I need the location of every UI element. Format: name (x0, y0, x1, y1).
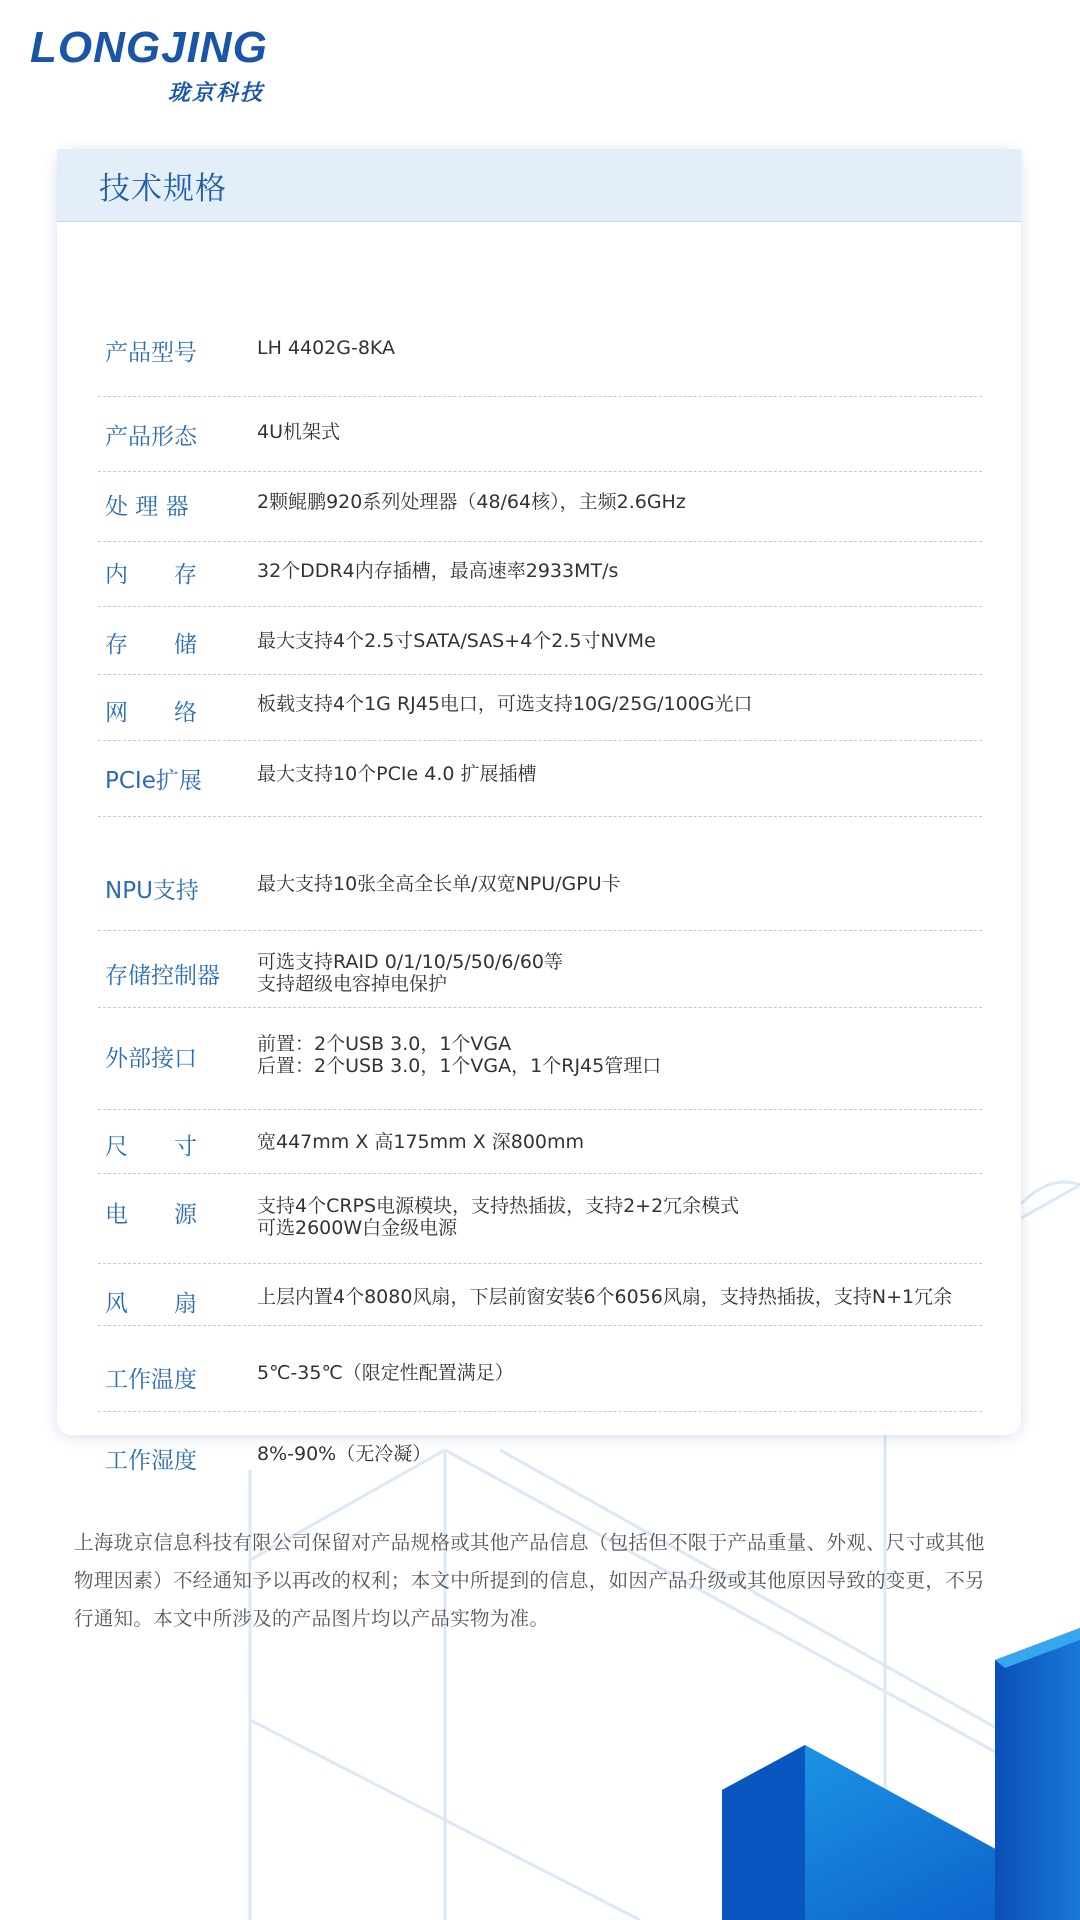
spec-label: 产品形态 (105, 424, 197, 450)
spec-label: 风 扇 (105, 1291, 197, 1317)
row-divider (98, 674, 982, 675)
row-divider (98, 1007, 982, 1008)
spec-value-line: 宽447mm X 高175mm X 深800mm (257, 1131, 585, 1153)
spec-card (57, 149, 1021, 1474)
disclaimer-text: 上海珑京信息科技有限公司保留对产品规格或其他产品信息（包括但不限于产品重量、外观、尺寸或其他物理因素）不经通知予以再改的权利；本文中所提到的信息，如因产品升级或其他原因导致的变更，不另行通知。本文中所涉及的产品图片均以产品实物为准。 (74, 1531, 985, 1630)
spec-value-line: 上层内置4个8080风扇，下层前窗安装6个6056风扇，支持热插拔，支持N+1冗余 (257, 1286, 953, 1308)
spec-label: 工作湿度 (105, 1448, 197, 1474)
spec-value (257, 421, 340, 443)
spec-label: 网 络 (105, 700, 197, 726)
row-divider (98, 1109, 982, 1110)
spec-value-line: 后置：2个USB 3.0，1个VGA，1个RJ45管理口 (257, 1055, 662, 1077)
spec-label: 产品型号 (105, 340, 197, 366)
row-divider (98, 816, 982, 817)
spec-label: 尺 寸 (105, 1134, 197, 1160)
spec-label: 处 理 器 (105, 494, 189, 520)
spec-label: 存储控制器 (105, 963, 220, 989)
spec-value-line: 板载支持4个1G RJ45电口，可选支持10G/25G/100G光口 (257, 693, 753, 715)
spec-value (257, 560, 618, 582)
spec-label: 工作温度 (105, 1367, 197, 1393)
spec-value (257, 951, 563, 995)
spec-label: 外部接口 (105, 1046, 197, 1072)
card-header (57, 149, 1021, 222)
spec-value-line: 4U机架式 (257, 421, 340, 443)
spec-value (257, 1195, 739, 1239)
spec-value (257, 1033, 661, 1077)
spec-label: 内 存 (105, 562, 197, 588)
spec-value (257, 491, 686, 513)
spec-value (257, 1443, 431, 1465)
spec-value-line: LH 4402G-8KA (257, 337, 396, 359)
spec-value-line: 前置：2个USB 3.0，1个VGA (257, 1033, 512, 1055)
spec-value (257, 693, 753, 715)
row-divider (98, 740, 982, 741)
spec-value-line: 最大支持4个2.5寸SATA/SAS+4个2.5寸NVMe (257, 630, 656, 652)
spec-value (257, 630, 656, 652)
row-divider (98, 1173, 982, 1174)
row-divider (98, 1263, 982, 1264)
logo-chinese: 珑京科技 (168, 81, 265, 106)
spec-value-line: 可选2600W白金级电源 (257, 1217, 458, 1239)
spec-label: 电 源 (105, 1202, 197, 1228)
spec-value-line: 最大支持10个PCIe 4.0 扩展插槽 (257, 763, 537, 785)
spec-value-line: 可选支持RAID 0/1/10/5/50/6/60等 (257, 951, 563, 973)
spec-value (257, 337, 395, 359)
row-divider (98, 396, 982, 397)
spec-value-line: 8%-90%（无冷凝） (257, 1443, 432, 1465)
spec-label: PCIe扩展 (105, 768, 202, 794)
spec-label: 存 储 (105, 632, 197, 658)
spec-value (257, 1131, 584, 1153)
card-title: 技术规格 (99, 170, 227, 207)
logo-english: LONGJING (30, 23, 268, 72)
spec-value-line: 32个DDR4内存插槽，最高速率2933MT/s (257, 560, 619, 582)
spec-value-line: 最大支持10张全高全长单/双宽NPU/GPU卡 (257, 873, 621, 895)
spec-value (257, 873, 621, 895)
spec-value (257, 1362, 514, 1384)
spec-label: NPU支持 (105, 878, 199, 904)
spec-value-line: 支持超级电容掉电保护 (257, 973, 448, 995)
row-divider (98, 471, 982, 472)
spec-value-line: 5℃-35℃（限定性配置满足） (257, 1362, 514, 1384)
spec-value (257, 1286, 952, 1308)
company-logo (30, 24, 268, 107)
spec-value-line: 2颗鲲鹏920系列处理器（48/64核），主频2.6GHz (257, 491, 686, 513)
spec-value-line: 支持4个CRPS电源模块，支持热插拔，支持2+2冗余模式 (257, 1195, 740, 1217)
row-divider (98, 1411, 982, 1412)
row-divider (98, 930, 982, 931)
row-divider (98, 1325, 982, 1326)
spec-value (257, 763, 537, 785)
row-divider (98, 606, 982, 607)
row-divider (98, 541, 982, 542)
